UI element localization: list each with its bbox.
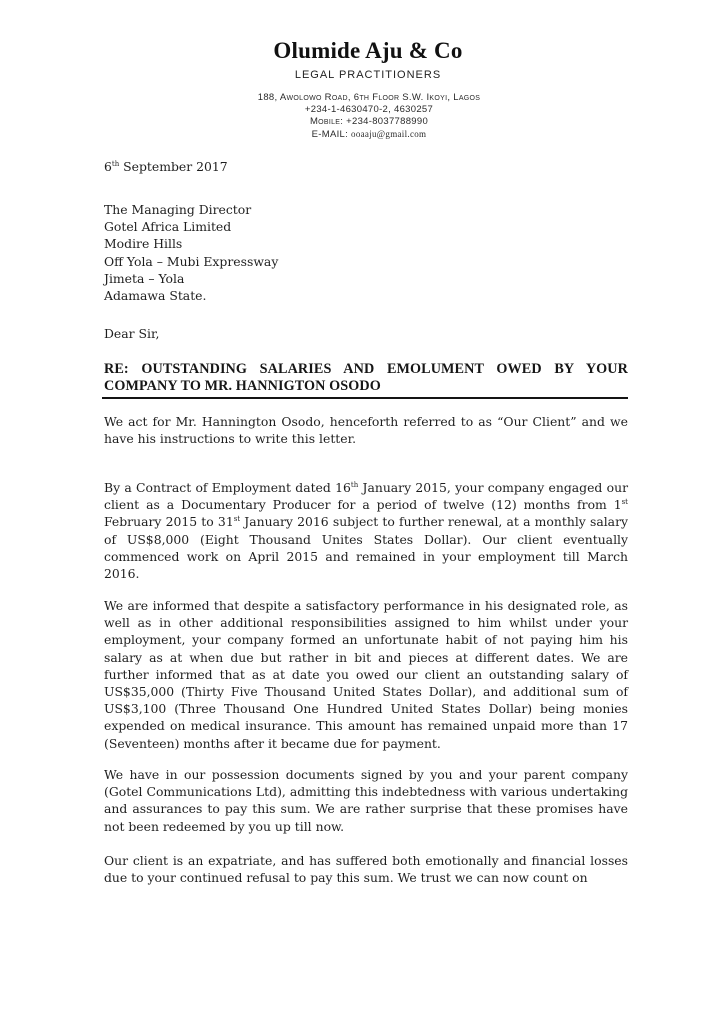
- paragraph-5: Our client is an expatriate, and has suffered both emotionally and financial losses due to your continued refusal to pay this sum. We trust we can now count on: [104, 853, 628, 886]
- letterhead: [0, 38, 724, 141]
- firm-address: 188, Awolowo Road, 6th Floor S.W. Ikoyi, Lagos: [257, 92, 481, 103]
- ordinal-suffix: st: [233, 515, 241, 524]
- addressee-block: [104, 201, 628, 304]
- paragraph-2-text: January 2016 subject to further renewal, at a monthly salary of US$8,000 (Eight Thousand Unites States Dollar). Our client eventually commenced work on April 2015 and remained in your employment till March 2016.: [104, 514, 628, 582]
- addressee-line: Jimeta – Yola: [104, 270, 185, 286]
- paragraph-1: We act for Mr. Hannington Osodo, henceforth referred to as “Our Client” and we have his instructions to write this letter.: [104, 414, 628, 447]
- firm-email-row: [14, 128, 724, 141]
- paragraph-2: [104, 479, 628, 582]
- addressee-line: Off Yola – Mubi Expressway: [104, 253, 279, 269]
- addressee-line: The Managing Director: [104, 202, 252, 217]
- paragraph-3: We are informed that despite a satisfactory performance in his designated role, as well as in other additional responsibilities assigned to him whilst under your employment, your company formed an unfortunate habit of not paying him his salary as at when due but rather in bit and pieces at different dates. We are further informed that as at date you owed our client an outstanding salary of US$35,000 (Thirty Five Thousand United States Dollar), and additional sum of US$3,100 (Three Thousand One Hundred United States Dollar) being monies expended on medical insurance. This amount has remained unpaid more than 17 (Seventeen) months after it became due for payment.: [104, 598, 628, 751]
- date-rest: September 2017: [119, 159, 228, 174]
- date-day: 6: [104, 159, 112, 174]
- letter-date: [104, 158, 628, 175]
- firm-name: Olumide Aju & Co: [273, 38, 463, 63]
- paragraph-2-text: January 2015, your company engaged our client as a Documentary Producer for a period of twelve (12) months from 1: [104, 480, 628, 513]
- firm-email: ooaaju@gmail.com: [351, 129, 427, 139]
- firm-mobile: Mobile: +234-8037788990: [309, 116, 429, 127]
- date-day-suffix: th: [111, 160, 120, 168]
- subject-heading: RE: OUTSTANDING SALARIES AND EMOLUMENT OWED BY YOUR COMPANY TO MR. HANNIGTON OSODO: [104, 361, 628, 394]
- ordinal-suffix: th: [350, 481, 359, 489]
- addressee-line: Modire Hills: [104, 236, 183, 252]
- paragraph-4: We have in our possession documents signed by you and your parent company (Gotel Communications Ltd), admitting this indebtedness with various undertaking and assurances to pay this sum. We are rather surprise that these promises have not been redeemed by you up till now.: [104, 767, 628, 834]
- ordinal-suffix: st: [621, 498, 628, 507]
- firm-contact: [14, 92, 724, 141]
- addressee-line: Gotel Africa Limited: [104, 219, 232, 235]
- paragraph-2-text: February 2015 to 31: [104, 514, 234, 530]
- subject-underline: [102, 397, 628, 399]
- firm-subtitle: LEGAL PRACTITIONERS: [294, 69, 442, 81]
- addressee-line: Adamawa State.: [104, 288, 207, 304]
- paragraph-2-text: By a Contract of Employment dated 16: [104, 480, 351, 495]
- email-label: E-MAIL:: [311, 129, 352, 140]
- firm-phone: +234-1-4630470-2, 4630257: [304, 104, 434, 115]
- salutation: Dear Sir,: [104, 326, 160, 341]
